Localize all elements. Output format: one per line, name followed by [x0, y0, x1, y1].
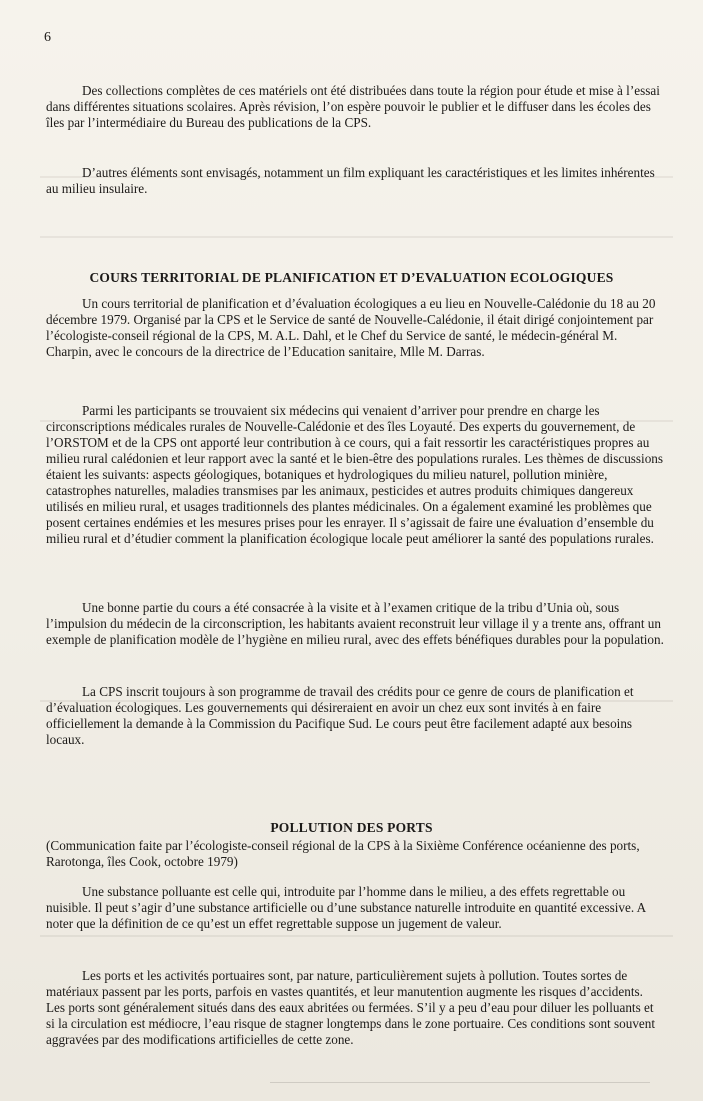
- paragraph: [46, 83, 664, 131]
- paragraph: [46, 296, 664, 360]
- paragraph: [46, 968, 664, 1048]
- paragraph: [46, 684, 664, 748]
- paragraph: [46, 838, 664, 870]
- paragraph-text: D’autres éléments sont envisagés, notamment un film expliquant les caractéristiques et les limites inhérentes au milieu insulaire.: [46, 165, 655, 196]
- page-number: 6: [44, 30, 51, 45]
- paragraph-text: (Communication faite par l’écologiste-conseil régional de la CPS à la Sixième Conférence océanienne des ports, Rarotonga, îles Cook, octobre 1979): [46, 838, 640, 869]
- page-footer-rule: [270, 1082, 650, 1091]
- paragraph: [46, 884, 664, 932]
- bleed-through-line: [40, 935, 673, 937]
- paragraph: [46, 403, 664, 547]
- section-heading: COURS TERRITORIAL DE PLANIFICATION ET D’EVALUATION ECOLOGIQUES: [89, 270, 614, 285]
- paragraph-text: Les ports et les activités portuaires sont, par nature, particulièrement sujets à pollution. Toutes sortes de matériaux passent par les ports, parfois en vastes quantités, et leur manutention augmente les risques d’accidents. Les ports sont généralement situés dans des eaux abritées ou fermées. S’il y a peu d’eau pour diluer les polluants et si la circulation est médiocre, l’eau risque de stagner longtemps dans le zone portuaire. Ces conditions sont souvent aggravées par des modifications artificielles de cette zone.: [46, 968, 656, 1047]
- paragraph: [46, 600, 664, 648]
- bleed-through-line: [40, 236, 673, 238]
- paragraph: [46, 165, 664, 197]
- paragraph-text: Des collections complètes de ces matériels ont été distribuées dans toute la région pour étude et mise à l’essai dans différentes situations scolaires. Après révision, l’on espère pouvoir le publier et le diffuser dans les écoles des îles par l’intermédiaire du Bureau des publications de la CPS.: [46, 83, 660, 130]
- paragraph-text: Un cours territorial de planification et d’évaluation écologiques a eu lieu en Nouvelle-Calédonie du 18 au 20 décembre 1979. Organisé par la CPS et le Service de santé de Nouvelle-Calédonie, il était dirigé conjointement par l’écologiste-conseil régional de la CPS, M. A.L. Dahl, et le Chef du Service de santé, le médecin-général M. Charpin, avec le concours de la directrice de l’Education sanitaire, Mlle M. Darras.: [46, 296, 656, 359]
- paragraph-text: La CPS inscrit toujours à son programme de travail des crédits pour ce genre de cours de planification et d’évaluation écologiques. Les gouvernements qui désireraient en avoir un chez eux sont invités à en faire officiellement la demande à la Commission du Pacifique Sud. Le cours peut être facilement adapté aux besoins locaux.: [46, 684, 634, 747]
- paragraph-text: Une substance polluante est celle qui, introduite par l’homme dans le milieu, a des effets regrettable ou nuisible. Il peut s’agir d’une substance artificielle ou d’une substance naturelle introduite en quantité excessive. A noter que la définition de ce qu’est un effet regrettable suppose un jugement de valeur.: [46, 884, 646, 931]
- paragraph-text: Une bonne partie du cours a été consacrée à la visite et à l’examen critique de la tribu d’Unia où, sous l’impulsion du médecin de la circonscription, les habitants avaient reconstruit leur village il y a trente ans, offrant un exemple de planification modèle de l’hygiène en milieu rural, avec des effets bénéfiques durables pour la population.: [46, 600, 664, 647]
- paragraph-text: Parmi les participants se trouvaient six médecins qui venaient d’arriver pour prendre en charge les circonscriptions médicales rurales de Nouvelle-Calédonie et des îles Loyauté. Des experts du gouvernement, de l’ORSTOM et de la CPS ont apporté leur contribution à ce cours, qui a fait ressortir les caractéristiques propres au milieu rural calédonien et leur rapport avec la santé et le bien-être des populations rurales. Les thèmes de discussions étaient les suivants: aspects géologiques, botaniques et hydrologiques du milieu naturel, pollution minière, catastrophes naturelles, maladies transmises par les animaux, pesticides et autres produits chimiques dangereux utilisés en milieu rural, et usages traditionnels des plantes médicinales. On a également examiné les problèmes que posent certaines endémies et les mesures prises pour les enrayer. Il s’agissait de faire une évaluation d’ensemble du milieu rural et d’étudier comment la planification écologique locale peut améliorer la santé des populations rurales.: [46, 403, 664, 546]
- section-heading: POLLUTION DES PORTS: [270, 820, 433, 835]
